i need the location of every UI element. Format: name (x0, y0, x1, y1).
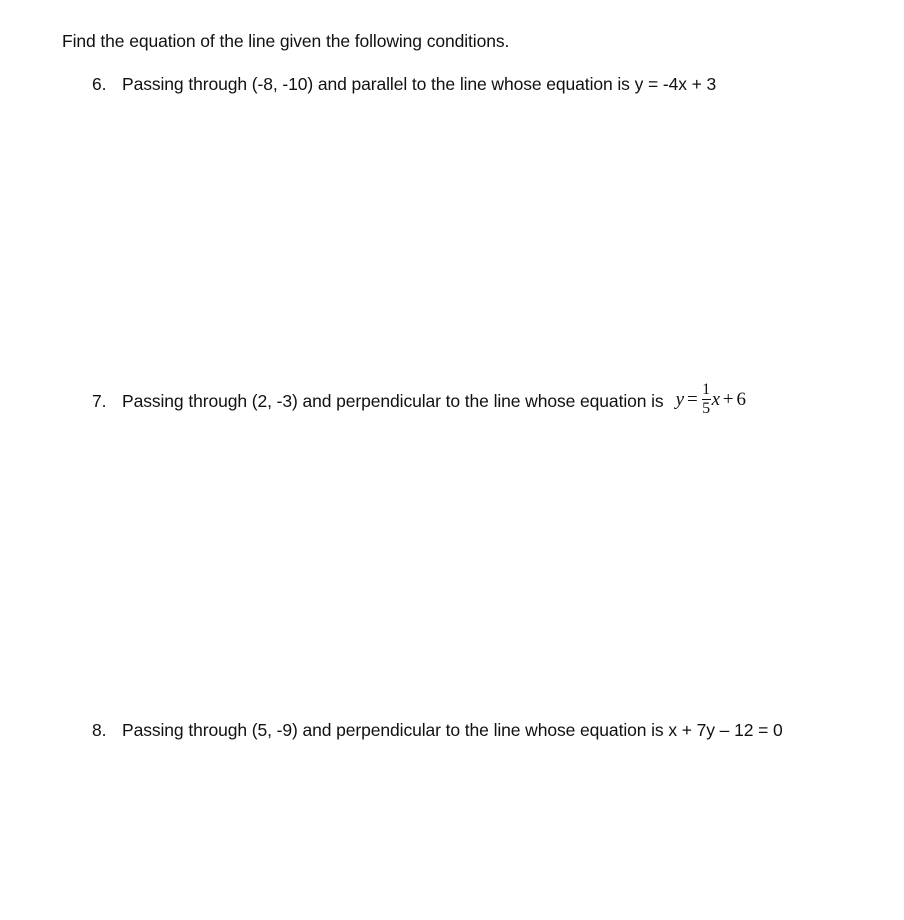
fraction (702, 382, 711, 417)
fraction-denominator: 5 (702, 400, 711, 417)
problem-text: Passing through (-8, -10) and parallel to the line whose equation is y = -4x + 3 (122, 74, 717, 94)
equation-variable: x (711, 388, 720, 410)
equation-constant: 6 (736, 388, 746, 410)
problem-number: 7. (92, 390, 107, 411)
instructions-heading: Find the equation of the line given the following conditions. (62, 31, 510, 51)
problem-text: Passing through (2, -3) and perpendicular to the line whose equation is (122, 390, 664, 411)
fraction-numerator: 1 (702, 381, 711, 398)
problem-8 (92, 720, 783, 741)
problem-number: 8. (92, 720, 107, 740)
equation-lhs: y (675, 388, 684, 410)
problem-7 (92, 381, 746, 419)
problem-number: 6. (92, 74, 107, 94)
problem-text: Passing through (5, -9) and perpendicular to the line whose equation is x + 7y – 12 = 0 (122, 720, 783, 740)
line-equation (676, 382, 746, 417)
equals-sign: = (686, 388, 698, 410)
plus-sign: + (722, 388, 734, 410)
problem-6 (92, 74, 716, 95)
